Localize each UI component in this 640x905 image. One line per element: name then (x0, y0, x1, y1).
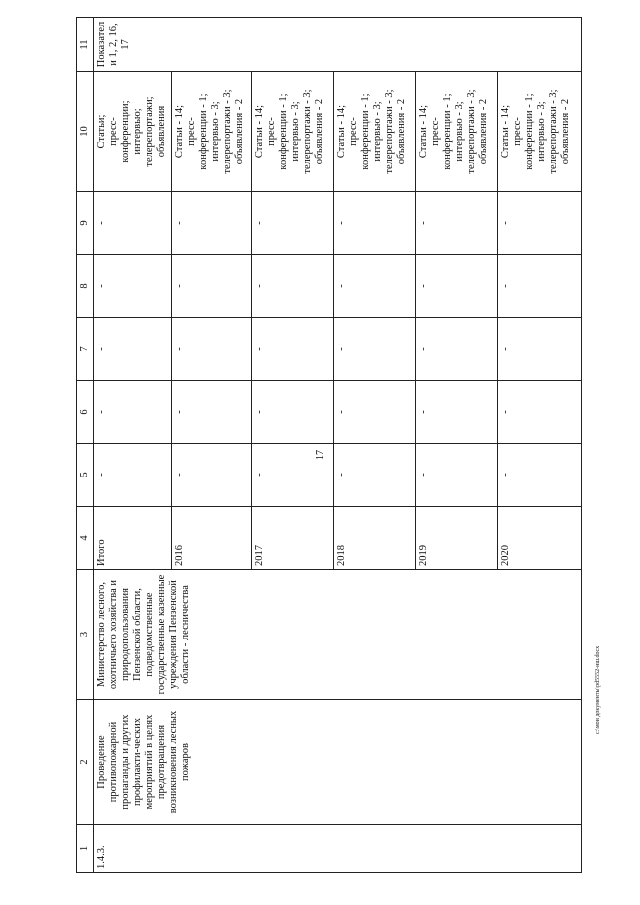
value-cell: - (334, 318, 416, 381)
year-cell: 2020 (498, 507, 582, 570)
value-cell: - (94, 255, 172, 318)
year-cell: Итого (94, 507, 172, 570)
value-cell: - (94, 318, 172, 381)
result-text: Статьи - 14; пресс- конференции - 1; интервью - 3; телерепортажи - 3; объявления - 2 (174, 89, 245, 174)
value-cell: - (172, 381, 252, 444)
value-cell: - (252, 381, 334, 444)
indicators-cell: Показатели 1, 2, 16, 17 (94, 18, 582, 72)
table-row-total (94, 18, 172, 873)
value-cell: - (416, 318, 498, 381)
col-num-1: 1 (77, 825, 94, 873)
value-cell: - (334, 444, 416, 507)
value-cell: - (252, 318, 334, 381)
value-cell: - (498, 444, 582, 507)
col-num-8: 8 (77, 255, 94, 318)
result-cell (252, 72, 334, 192)
col-num-2: 2 (77, 700, 94, 825)
year-cell: 2016 (172, 507, 252, 570)
result-cell (94, 72, 172, 192)
col-num-3: 3 (77, 570, 94, 700)
result-text: Статьи - 14; пресс- конференции - 1; интервью - 3; телерепортажи - 3; объявления - 2 (254, 89, 325, 174)
executor: Министерство лесного, охотничьего хозяйства и природопользования Пензенской области, подведомственные государственные казенные учреждения Пензенской области - лесничества (94, 570, 582, 700)
col-num-10: 10 (77, 72, 94, 192)
value-cell: - (416, 255, 498, 318)
value-cell: - (172, 318, 252, 381)
value-cell: - (498, 255, 582, 318)
value-cell: - (334, 255, 416, 318)
col-num-7: 7 (77, 318, 94, 381)
result-text: Статьи - 14; пресс- конференции - 1; интервью - 3; телерепортажи - 3; объявления - 2 (336, 89, 407, 174)
year-cell: 2017 (252, 507, 334, 570)
result-text: Статьи; пресс- конференции; интервью; телерепортажи; объявления (96, 96, 167, 167)
value-cell: - (416, 192, 498, 255)
result-cell (172, 72, 252, 192)
col-num-11: 11 (77, 18, 94, 72)
value-cell: - (252, 255, 334, 318)
value-cell: - (94, 444, 172, 507)
value-cell: - (498, 192, 582, 255)
value-cell: - (252, 444, 334, 507)
item-number: 1.4.3. (94, 825, 582, 873)
value-cell: - (94, 192, 172, 255)
col-num-6: 6 (77, 381, 94, 444)
value-cell: - (172, 192, 252, 255)
col-num-4: 4 (77, 507, 94, 570)
value-cell: - (94, 381, 172, 444)
col-num-5: 5 (77, 444, 94, 507)
result-cell (334, 72, 416, 192)
value-cell: - (334, 192, 416, 255)
value-cell: - (416, 381, 498, 444)
col-num-9: 9 (77, 192, 94, 255)
column-number-row (77, 18, 94, 873)
result-cell (498, 72, 582, 192)
year-cell: 2018 (334, 507, 416, 570)
file-path-footer: c:\мои документы\pd5552-нш.docx (595, 645, 601, 735)
activity-name: Проведение противопожарной пропаганды и других профилакти-ческих мероприятий в целях предотвращения возникновения лесных пожаров (94, 700, 582, 825)
rotated-table-frame (76, 18, 586, 873)
value-cell: - (498, 381, 582, 444)
value-cell: - (498, 318, 582, 381)
result-text: Статьи - 14; пресс- конференции - 1; интервью - 3; телерепортажи - 3; объявления - 2 (418, 89, 489, 174)
value-cell: - (334, 381, 416, 444)
value-cell: - (416, 444, 498, 507)
result-text: Статьи - 14; пресс- конференции - 1; интервью - 3; телерепортажи - 3; объявления - 2 (500, 89, 571, 174)
value-cell: - (252, 192, 334, 255)
value-cell: - (172, 255, 252, 318)
year-cell: 2019 (416, 507, 498, 570)
page-number: 17 (315, 450, 326, 460)
value-cell: - (172, 444, 252, 507)
program-table (76, 17, 582, 873)
result-cell (416, 72, 498, 192)
